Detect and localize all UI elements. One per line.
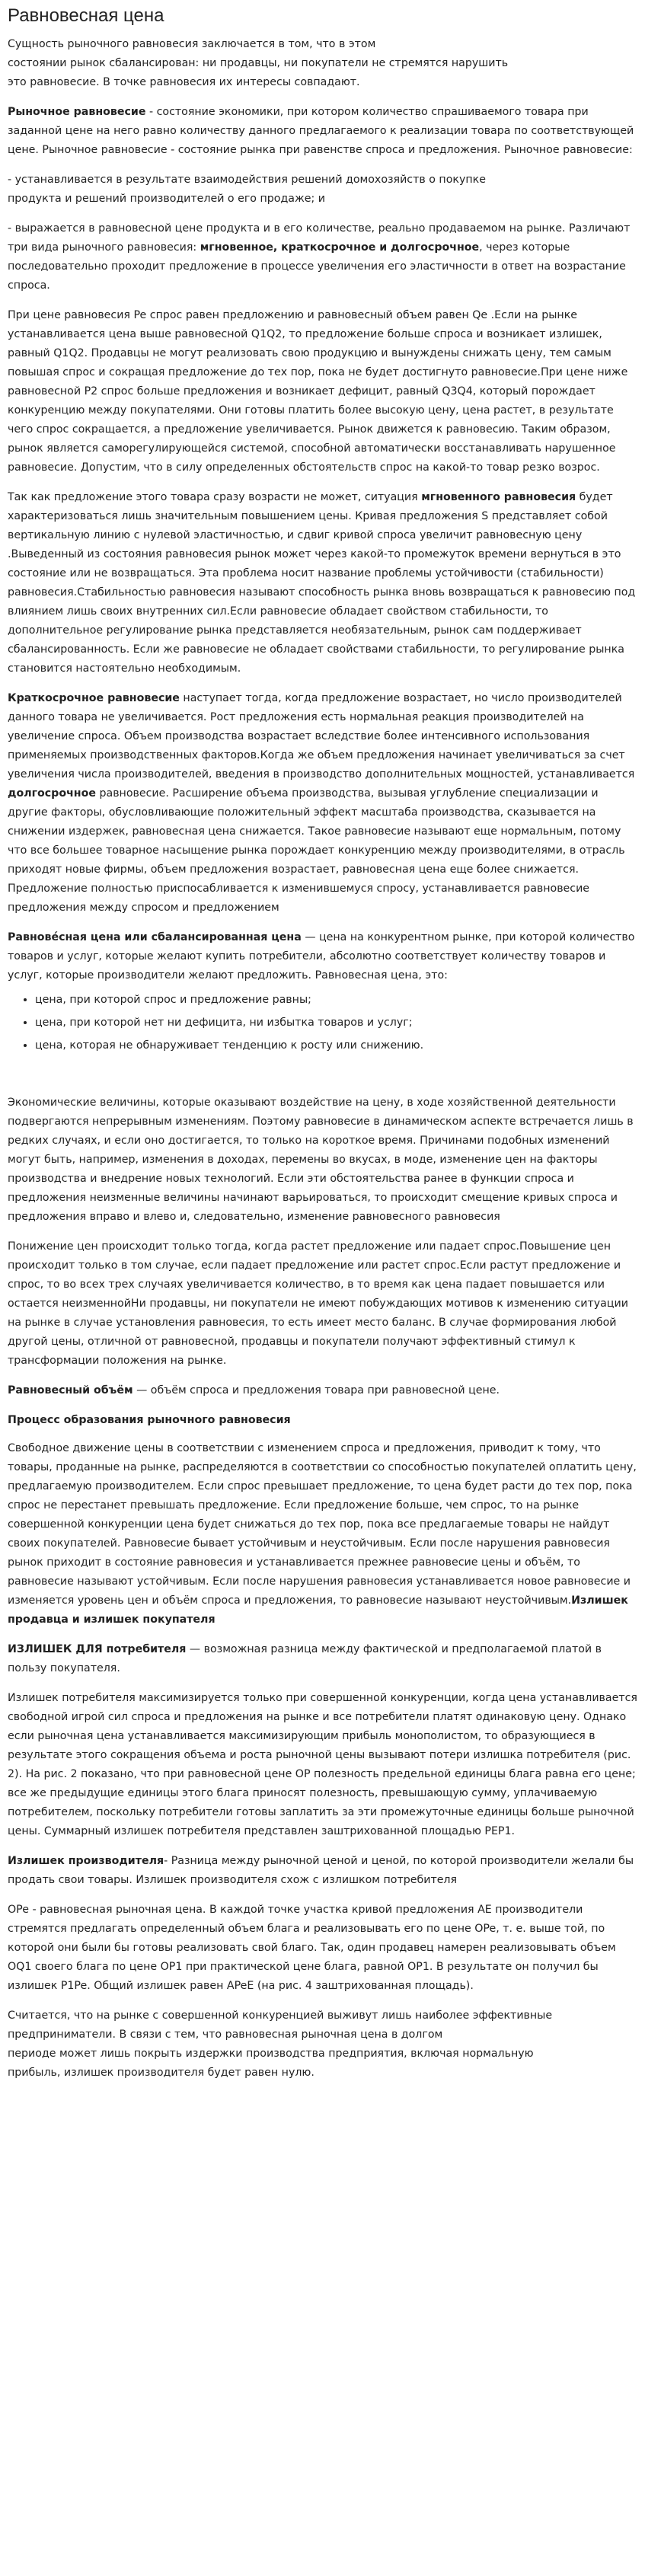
short-term-paragraph	[8, 689, 637, 918]
equilibrium-volume-paragraph	[8, 1381, 637, 1400]
equilibrium-price-list	[8, 988, 637, 1057]
paragraph-text: Свободное движение цены в соответствии с изменением спроса и предложения, приводит к тому, что товары, проданные на рынке, распределяются в соответствии со способностью покупателей оплатить цену, предлагаемую производителем. Если спрос превышает предложение, то цена будет расти до тех пор, пока спрос не перестанет превышать предложение. Если предложение больше, чем спрос, то на рынке совершенной конкуренции цена будет снижаться до тех пор, пока все предлагаемые товары не найдут своих покупателей. Равновесие бывает устойчивым и неустойчивым. Если после нарушения равновесия рынок приходит в состояние равновесия и устанавливается прежнее равновесие цены и объём, то равновесие называют устойчивым. Если после нарушения равновесия устанавливается новое равновесие и изменяется уровень цен и объём спроса и предложения, то равновесие называют неустойчивым.	[8, 1442, 637, 1607]
intro-paragraph	[8, 35, 637, 92]
page-title: Равновесная цена	[8, 5, 164, 26]
producer-surplus-paragraph	[8, 1852, 637, 1890]
paragraph-text: — объём спроса и предложения товара при равновесной цене.	[133, 1384, 500, 1397]
long-term-term: долгосрочное	[8, 787, 96, 800]
bullet-line: продукта и решений производителей о его продаже; и	[8, 193, 325, 205]
final-line: прибыль, излишек производителя будет равен нулю.	[8, 2067, 315, 2079]
paragraph-text: — цена на конкурентном рынке, при которой количество товаров и услуг, которые желают купить потребители, абсолютно соответствует количеству товаров и услуг, которые производители желают предложить. Равновесная цена, это:	[8, 931, 635, 982]
bullet-paragraph-2	[8, 219, 637, 295]
bullet-line: - устанавливается в результате взаимодействия решений домохозяйств о покупке	[8, 174, 486, 186]
paragraph-text: - Разница между рыночной ценой и ценой, по которой производители желали бы продать свои товары. Излишек производителя схож с излишком потребителя	[8, 1855, 634, 1886]
bullet-paragraph-1	[8, 171, 637, 209]
final-line: предприниматели. В связи с тем, что равновесная рыночная цена в долгом	[8, 2029, 443, 2041]
list-item: • цена, при которой нет ни дефицита, ни избытка товаров и услуг;	[35, 1011, 637, 1034]
price-decline-paragraph: Понижение цен происходит только тогда, когда растет предложение или падает спрос.Повышение цен происходит только в том случае, если падает предложение или растет спрос.Если растут предложение и спрос, то во всех трех случаях увеличивается количество, в то время как цена падает повышается или остается неизменнойНи продавцы, ни покупатели не имеют побуждающих мотивов к изменению ситуации на рынке в случае установления равновесия, то есть имеет место баланс. В случае формирования любой другой цены, отличной от равновесной, продавцы и покупатели получают эффективный стимул к трансформации положения на рынке.	[8, 1240, 628, 1367]
paragraph-text: наступает тогда, когда предложение возрастает, но число производителей данного товара не увеличивается. Рост предложения есть нормальная реакция производителей на увеличение спроса. Объем производства возрастает вследствие более интенсивного использования применяемых производственных факторов.Когда же объем предложения начинает увеличиваться за счет увеличения числа производителей, введения в производство дополнительных мощностей, устанавливается	[8, 692, 635, 780]
consumer-surplus-term: ИЗЛИШЕК ДЛЯ потребителя	[8, 1643, 187, 1655]
paragraph-text: Так как предложение этого товара сразу возрасти не может, ситуация	[8, 491, 422, 503]
bullet-text: , через которые последовательно проходит предложение в процессе увеличения его эластичности в ответ на возрастание спроса.	[8, 241, 626, 292]
ope-paragraph: OPe - равновесная рыночная цена. В каждой точке участка кривой предложения AE производители стремятся предлагать определенный объем блага и реализовывать его по цене OPe, т. е. выше той, по которой они были бы готовы реализовать свой благо. Так, один продавец намерен реализовывать объем OQ1 своего блага по цене OP1 при практической цене блага, равной OP1. В результате он получил бы излишек P1Pe. Общий излишек равен APeE (на рис. 4 заштрихованная площадь).	[8, 1904, 616, 1992]
short-term-term: Краткосрочное равновесие	[8, 692, 180, 704]
bullet-text: - выражается в равновесной цене продукта и в его количестве, реально продаваемом на рынке. Различают три вида рыночного равновесия:	[8, 222, 631, 254]
process-paragraph	[8, 1439, 637, 1630]
equilibrium-price-term: Равнове́сная цена или сбалансированная цена	[8, 931, 302, 943]
paragraph-text: равновесие. Расширение объема производства, вызывая углубление специализации и другие факторы, обусловливающие положительный эффект масштаба производства, сказывается на снижении издержек, равновесная цена снижается. Такое равновесие называют еще нормальным, потому что все большее товарное насыщение рынка порождает конкуренцию между производителями, в отрасль приходят новые фирмы, объем предложения возрастает, равновесная цена еще более снижается. Предложение полностью приспосабливается к изменившемуся спросу, устанавливается равновесие предложения между спросом и предложением	[8, 787, 625, 914]
equilibrium-types: мгновенное, краткосрочное и долгосрочное	[200, 241, 480, 254]
spacer	[8, 1068, 637, 1093]
list-item: • цена, при которой спрос и предложение равны;	[35, 988, 637, 1011]
intro-line: состоянии рынок сбалансирован: ни продавцы, ни покупатели не стремятся нарушить	[8, 57, 509, 69]
price-equilibrium-paragraph: При цене равновесия Pe спрос равен предложению и равновесный объем равен Qe .Если на рынке устанавливается цена выше равновесной Q1Q2, то предложение больше спроса и возникает излишек, равный Q1Q2. Продавцы не могут реализовать свою продукцию и вынуждены снижать цену, тем самым повышая спрос и сокращая предложение до тех пор, пока не будет достигнуто равновесие.При цене ниже равновесной P2 спрос больше предложения и возникает дефицит, равный Q3Q4, который порождает конкуренцию между покупателями. Они готовы платить более высокую цену, цена растет, в результате чего спрос сокращается, а предложение увеличивается. Рынок движется к равновесию. Таким образом, рынок является саморегулирующейся системой, способной автоматически восстанавливать нарушенное равновесие. Допустим, что в силу определенных обстоятельств спрос на какой-то товар резко возрос.	[8, 309, 628, 474]
economic-values-paragraph: Экономические величины, которые оказывают воздействие на цену, в ходе хозяйственной деятельности подвергаются непрерывным изменениям. Поэтому равновесие в динамическом аспекте встречается лишь в редких случаях, и если оно достигается, то только на короткое время. Причинами подобных изменений могут быть, например, изменения в доходах, перемены во вкусах, в моде, изменение цен на факторы производства и внедрение новых технологий. Если эти обстоятельства ранее в функции спроса и предложения неизменные величины начинают варьироваться, то происходит смещение кривых спроса и предложения вправо и влево и, следовательно, изменение равновесного равновесия	[8, 1096, 634, 1223]
final-paragraph	[8, 2006, 637, 2083]
definition-text: - состояние экономики, при котором количество спрашиваемого товара при заданной цене на него равно количеству данного предлагаемого к реализации товара по соответствующей цене. Рыночное равновесие - состояние рынка при равенстве спроса и предложения. Рыночное равновесие:	[8, 106, 634, 156]
section-heading: Процесс образования рыночного равновесия	[8, 1414, 291, 1426]
equilibrium-volume-term: Равновесный объём	[8, 1384, 133, 1397]
producer-surplus-term: Излишек производителя	[8, 1855, 164, 1867]
intro-line: это равновесие. В точке равновесия их интересы совпадают.	[8, 76, 360, 88]
consumer-surplus-paragraph: Излишек потребителя максимизируется только при совершенной конкуренции, когда цена устанавливается свободной игрой сил спроса и предложения на рынке и все потребители платят одинаковую цену. Однако если рыночная цена устанавливается максимизирующим прибыль монополистом, то образующиеся в результате этого сокращения объема и роста рыночной цены вызывают потери излишка потребителя (рис. 2). На рис. 2 показано, что при равновесной цене OP полезность предельной единицы блага равна его цене; все же предыдущие единицы этого блага приносят полезность, превышающую сумму, уплачиваемую потребителем, поскольку потребители готовы заплатить за эти промежуточные единицы больше рыночной цены. Суммарный излишек потребителя представлен заштрихованной площадью PEP1.	[8, 1692, 637, 1837]
paragraph-text: — возможная разница между фактической и предполагаемой платой в пользу покупателя.	[8, 1643, 602, 1674]
instant-equilibrium-term: мгновенного равновесия	[421, 491, 576, 503]
final-line: периоде может лишь покрыть издержки производства предприятия, включая нормальную	[8, 2048, 534, 2060]
list-item: • цена, которая не обнаруживает тенденцию к росту или снижению.	[35, 1034, 637, 1057]
surplus-heading: Излишек продавца и излишек покупателя	[8, 1594, 628, 1626]
definition-paragraph	[8, 103, 637, 160]
equilibrium-price-paragraph	[8, 928, 637, 985]
definition-term: Рыночное равновесие	[8, 106, 146, 118]
paragraph-text: будет характеризоваться лишь значительным повышением цены. Кривая предложения S представляет собой вертикальную линию с нулевой эластичностью, и сдвиг кривой спроса увеличит равновесную цену .Выведенный из состояния равновесия рынок может через какой-то промежуток времени вернуться в это состояние или не возвращаться. Эта проблема носит название проблемы устойчивости (стабильности) равновесия.Стабильностью равновесия называют способность рынка вновь возвращаться к равновесию под влиянием лишь своих внутренних сил.Если равновесие обладает свойством стабильности, то дополнительное регулирование рынка представляется необязательным, рынок сам поддерживает сбалансированность. Если же равновесие не обладает свойствами стабильности, то регулирование рынка становится настоятельно необходимым.	[8, 491, 636, 675]
intro-line: Сущность рыночного равновесия заключается в том, что в этом	[8, 38, 376, 50]
consumer-surplus-definition	[8, 1640, 637, 1678]
instant-equilibrium-paragraph	[8, 488, 637, 678]
final-line: Считается, что на рынке с совершенной конкуренцией выживут лишь наиболее эффективные	[8, 2009, 553, 2022]
